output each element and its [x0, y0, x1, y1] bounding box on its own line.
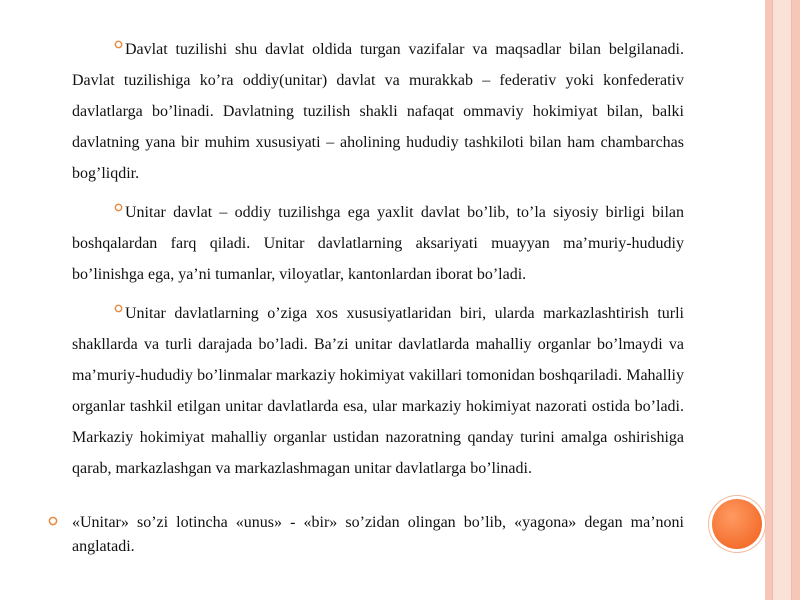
paragraph-2: [72, 197, 684, 290]
circle-bullet-icon: [48, 516, 58, 526]
paragraph-3: [72, 298, 684, 484]
small-circle-bullet-icon: [114, 304, 123, 313]
decorative-side-stripe: [772, 0, 792, 600]
paragraph-text: Unitar davlatlarning o’ziga xos xususiyatlaridan biri, ularda markazlashtirish turli shakllarda va turli darajada bo’ladi. Ba’zi unitar davlatlarda mahalliy organlar bo’lmaydi va ma’muriy-hududiy bo’linmalar markaziy hokimiyat vakillari tomonidan boshqariladi. Mahalliy organlar tashkil etilgan unitar davlatlarda esa, ular markaziy hokimiyat nazorati ostida bo’ladi. Markaziy hokimiyat mahalliy organlar ustidan nazoratning qanday turini amalga oshirishiga qarab, markazlashgan va markazlashmagan unitar davlatlarga bo’linadi.: [72, 305, 684, 477]
bottom-note: «Unitar» so’zi lotincha «unus» - «bir» so’zidan olingan bo’lib, «yagona» degan ma’noni anglatadi.: [72, 514, 684, 555]
decorative-orange-circle: [712, 499, 762, 549]
paragraph-1: [72, 34, 684, 189]
slide-body: [72, 34, 684, 492]
small-circle-bullet-icon: [114, 203, 123, 212]
paragraph-text: Unitar davlat – oddiy tuzilishga ega yaxlit davlat bo’lib, to’la siyosiy birligi bilan boshqalardan farq qiladi. Unitar davlatlarning aksariyati muayyan ma’muriy-hududiy bo’linishga ega, ya’ni tumanlar, viloyatlar, kantonlardan iborat bo’ladi.: [72, 204, 684, 283]
small-circle-bullet-icon: [114, 40, 123, 49]
paragraph-text: Davlat tuzilishi shu davlat oldida turgan vazifalar va maqsadlar bilan belgilanadi. Davlat tuzilishiga ko’ra oddiy(unitar) davlat va murakkab – federativ yoki konfederativ davlatlarga bo’linadi. Davlatning tuzilish shakli nafaqat ommaviy hokimiyat bilan, balki davlatning yana bir muhim xususiyati – aholining hududiy tashkiloti bilan ham chambarchas bog’liqdir.: [72, 41, 684, 182]
